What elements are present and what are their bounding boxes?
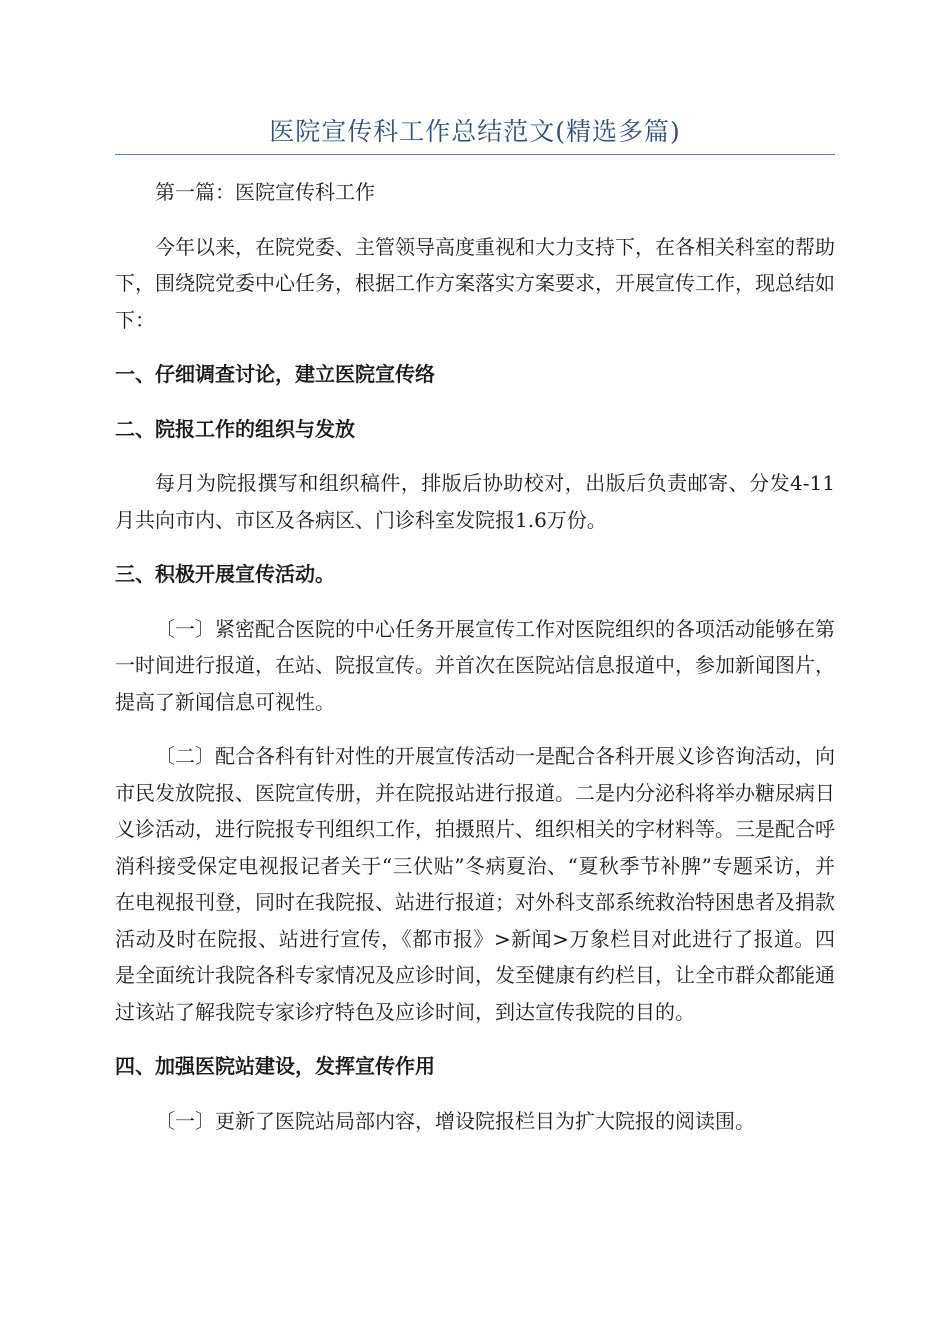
section-heading-4: 四、加强医院站建设，发挥宣传作用 bbox=[115, 1054, 435, 1078]
title-underline bbox=[115, 154, 835, 155]
section-heading-2: 二、院报工作的组织与发放 bbox=[115, 416, 355, 441]
section-2-paragraph-1: 每月为院报撰写和组织稿件，排版后协助校对，出版后负责邮寄、分发4-11月共向市内、市区及各病区、门诊科室发院报1.6万份。 bbox=[115, 471, 835, 532]
section-3-paragraph-1: 〔一〕紧密配合医院的中心任务开展宣传工作对医院组织的各项活动能够在第一时间进行报道，在站、院报宣传。并首次在医院站信息报道中，参加新闻图片，提高了新闻信息可视性。 bbox=[115, 616, 835, 714]
document-title: 医院宣传科工作总结范文(精选多篇) bbox=[269, 117, 681, 146]
section-3-paragraph-2: 〔二〕配合各科有针对性的开展宣传活动一是配合各科开展义诊咨询活动，向市民发放院报、医院宣传册，并在院报站进行报道。二是内分泌科将举办糖尿病日义诊活动，进行院报专刊组织工作，拍摄照片、组织相关的字材料等。三是配合呼消科接受保定电视报记者关于“三伏贴”冬病夏治、“夏秋季节补脾”专题采访，并在电视报刊登，同时在我院报、站进行报道；对外科支部系统救治特困患者及捐款活动及时在院报、站进行宣传，《都市报》>新闻>万象栏目对此进行了报道。四是全面统计我院各科专家情况及应诊时间，发至健康有约栏目，让全市群众都能通过该站了解我院专家诊疗特色及应诊时间，到达宣传我院的目的。 bbox=[115, 744, 835, 1024]
intro-paragraph: 今年以来，在院党委、主管领导高度重视和大力支持下，在各相关科室的帮助下，围绕院党委中心任务，根据工作方案落实方案要求，开展宣传工作，现总结如下： bbox=[115, 234, 835, 332]
section-heading-1: 一、仔细调查讨论，建立医院宣传络 bbox=[115, 362, 435, 386]
subtitle: 第一篇：医院宣传科工作 bbox=[155, 180, 375, 204]
section-4-paragraph-1: 〔一〕更新了医院站局部内容，增设院报栏目为扩大院报的阅读围。 bbox=[155, 1108, 755, 1133]
section-heading-3: 三、积极开展宣传活动。 bbox=[115, 562, 335, 586]
document-body bbox=[115, 174, 835, 1157]
